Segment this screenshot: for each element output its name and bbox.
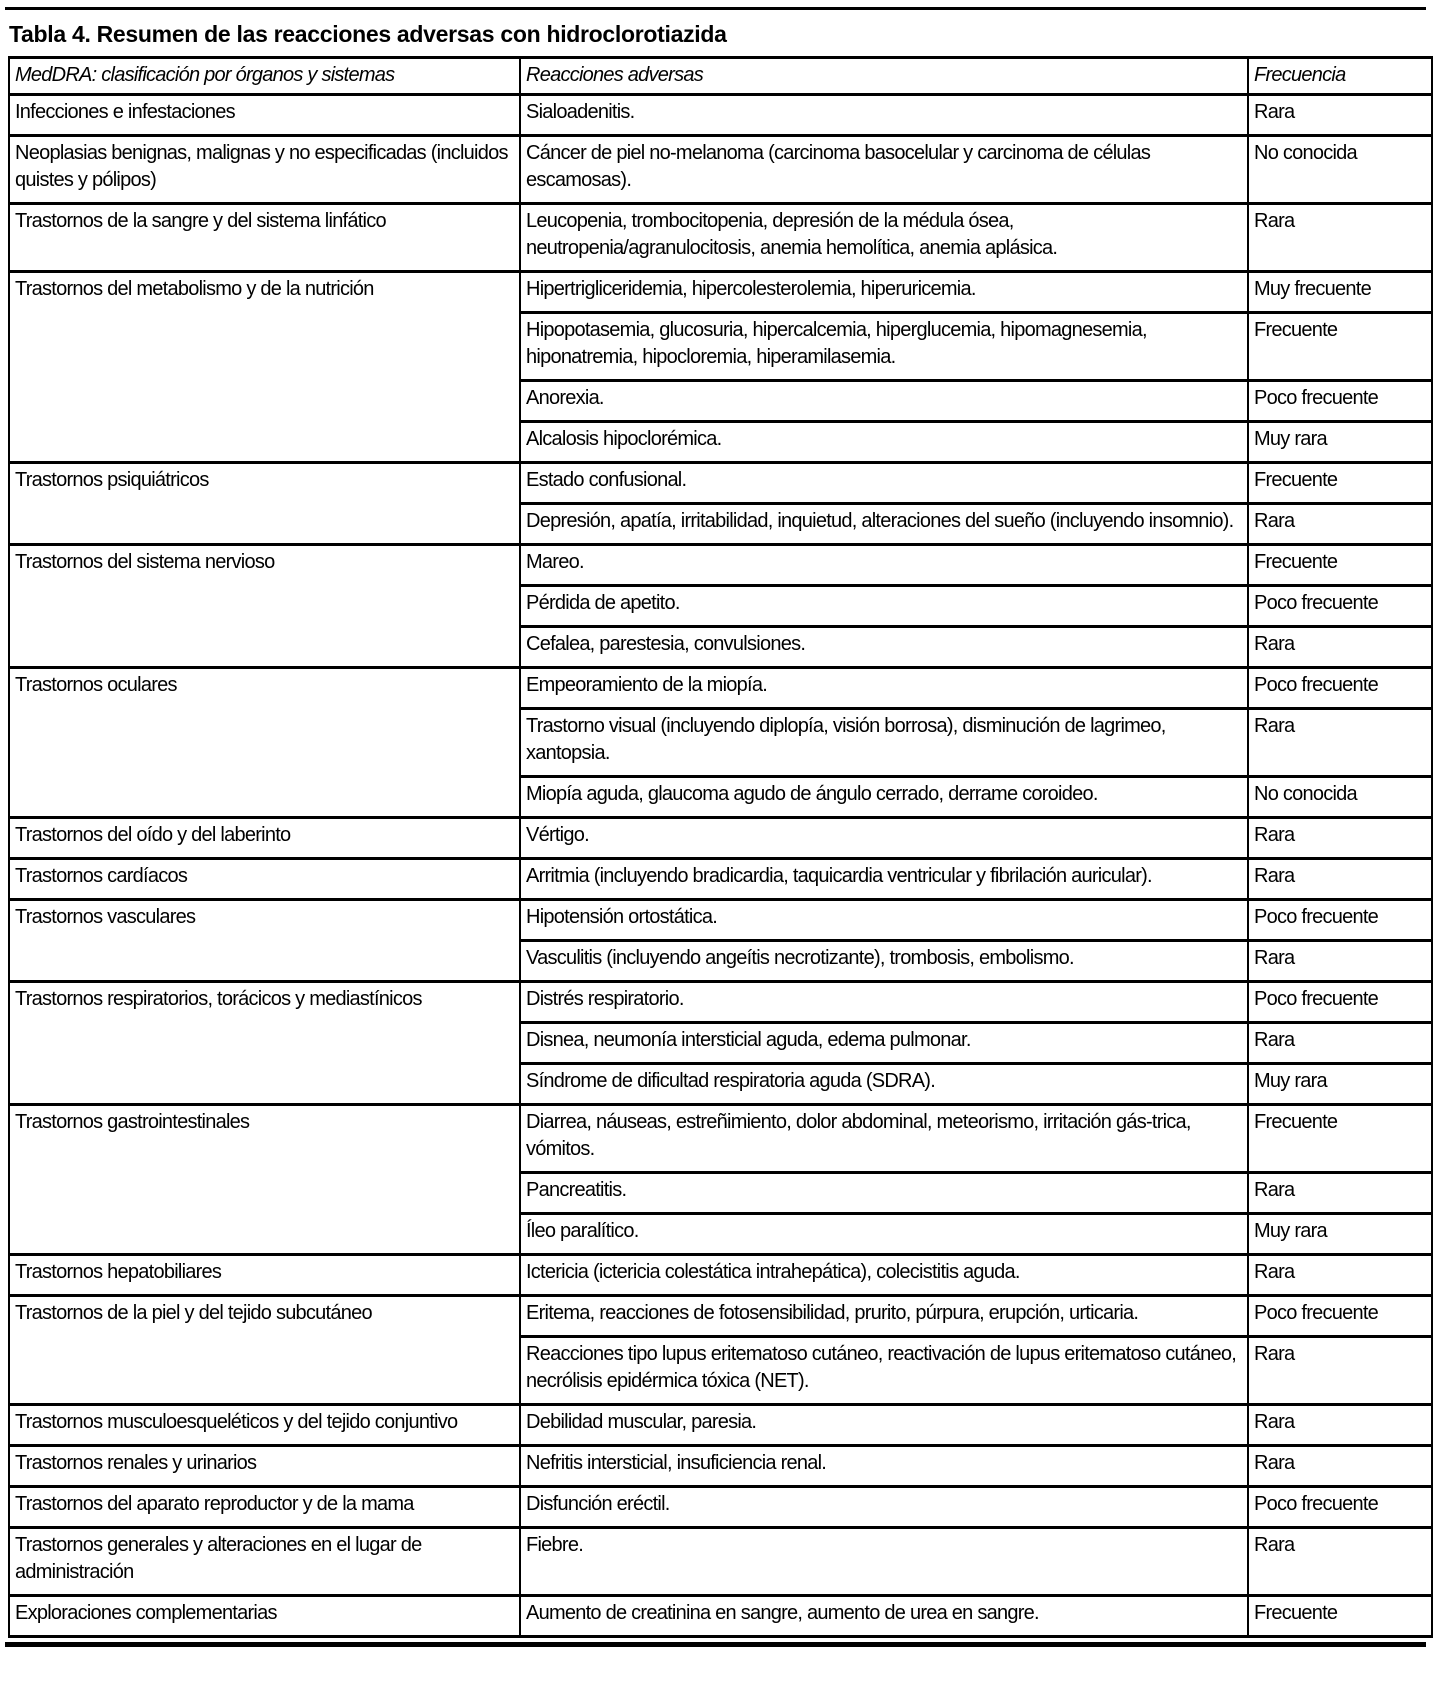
frequency-cell: Muy rara <box>1248 1064 1432 1105</box>
table-row <box>9 1596 1432 1637</box>
reaction-cell: Íleo paralítico. <box>520 1214 1248 1255</box>
table-row <box>9 900 1432 941</box>
frequency-cell: Rara <box>1248 1173 1432 1214</box>
frequency-cell: Poco frecuente <box>1248 1487 1432 1528</box>
reaction-cell: Estado confusional. <box>520 463 1248 504</box>
reaction-cell: Ictericia (ictericia colestática intrahepática), colecistitis aguda. <box>520 1255 1248 1296</box>
reaction-cell: Disfunción eréctil. <box>520 1487 1248 1528</box>
frequency-cell: Rara <box>1248 627 1432 668</box>
column-header-frequency: Frecuencia <box>1248 58 1432 95</box>
reaction-cell: Eritema, reacciones de fotosensibilidad, prurito, púrpura, erupción, urticaria. <box>520 1296 1248 1337</box>
frequency-cell: Rara <box>1248 1446 1432 1487</box>
reaction-cell: Aumento de creatinina en sangre, aumento de urea en sangre. <box>520 1596 1248 1637</box>
frequency-cell: Frecuente <box>1248 1105 1432 1173</box>
system-organ-class-cell: Trastornos gastrointestinales <box>9 1105 520 1255</box>
table-row <box>9 545 1432 586</box>
table-row <box>9 1446 1432 1487</box>
reaction-cell: Arritmia (incluyendo bradicardia, taquicardia ventricular y fibrilación auricular). <box>520 859 1248 900</box>
document-page <box>0 7 1439 1647</box>
reaction-cell: Anorexia. <box>520 381 1248 422</box>
frequency-cell: Frecuente <box>1248 545 1432 586</box>
reaction-cell: Hipopotasemia, glucosuria, hipercalcemia, hiperglucemia, hipomagnesemia, hiponatremia, hipocloremia, hiperamilasemia. <box>520 313 1248 381</box>
system-organ-class-cell: Trastornos hepatobiliares <box>9 1255 520 1296</box>
frequency-cell: Rara <box>1248 709 1432 777</box>
table-caption: Tabla 4. Resumen de las reacciones adversas con hidroclorotiazida <box>9 21 727 47</box>
header-row <box>9 58 1432 95</box>
system-organ-class-cell: Trastornos de la piel y del tejido subcutáneo <box>9 1296 520 1405</box>
frequency-cell: Rara <box>1248 1337 1432 1405</box>
system-organ-class-cell: Trastornos del sistema nervioso <box>9 545 520 668</box>
reaction-cell: Leucopenia, trombocitopenia, depresión de la médula ósea, neutropenia/agranulocitosis, anemia hemolítica, anemia aplásica. <box>520 204 1248 272</box>
system-organ-class-cell: Trastornos del metabolismo y de la nutrición <box>9 272 520 463</box>
system-organ-class-cell: Trastornos del oído y del laberinto <box>9 818 520 859</box>
frequency-cell: Rara <box>1248 859 1432 900</box>
frequency-cell: Poco frecuente <box>1248 381 1432 422</box>
reaction-cell: Hipertrigliceridemia, hipercolesterolemia, hiperuricemia. <box>520 272 1248 313</box>
reaction-cell: Cáncer de piel no-melanoma (carcinoma basocelular y carcinoma de células escamosas). <box>520 136 1248 204</box>
reaction-cell: Reacciones tipo lupus eritematoso cutáneo, reactivación de lupus eritematoso cutáneo, necrólisis epidérmica tóxica (NET). <box>520 1337 1248 1405</box>
frequency-cell: Rara <box>1248 95 1432 136</box>
bottom-rule <box>5 1642 1426 1647</box>
reaction-cell: Diarrea, náuseas, estreñimiento, dolor abdominal, meteorismo, irritación gás-trica, vómitos. <box>520 1105 1248 1173</box>
reaction-cell: Mareo. <box>520 545 1248 586</box>
system-organ-class-cell: Trastornos del aparato reproductor y de la mama <box>9 1487 520 1528</box>
table-row <box>9 982 1432 1023</box>
frequency-cell: Poco frecuente <box>1248 1296 1432 1337</box>
reaction-cell: Nefritis intersticial, insuficiencia renal. <box>520 1446 1248 1487</box>
system-organ-class-cell: Trastornos vasculares <box>9 900 520 982</box>
frequency-cell: Poco frecuente <box>1248 982 1432 1023</box>
frequency-cell: Poco frecuente <box>1248 586 1432 627</box>
system-organ-class-cell: Trastornos musculoesqueléticos y del tejido conjuntivo <box>9 1405 520 1446</box>
adverse-reactions-table <box>8 56 1433 1638</box>
frequency-cell: Rara <box>1248 1405 1432 1446</box>
reaction-cell: Trastorno visual (incluyendo diplopía, visión borrosa), disminución de lagrimeo, xantopsia. <box>520 709 1248 777</box>
reaction-cell: Vasculitis (incluyendo angeítis necrotizante), trombosis, embolismo. <box>520 941 1248 982</box>
frequency-cell: Muy rara <box>1248 422 1432 463</box>
table-row <box>9 95 1432 136</box>
reaction-cell: Síndrome de dificultad respiratoria aguda (SDRA). <box>520 1064 1248 1105</box>
frequency-cell: Muy frecuente <box>1248 272 1432 313</box>
table-row <box>9 859 1432 900</box>
reaction-cell: Depresión, apatía, irritabilidad, inquietud, alteraciones del sueño (incluyendo insomnio). <box>520 504 1248 545</box>
system-organ-class-cell: Trastornos generales y alteraciones en el lugar de administración <box>9 1528 520 1596</box>
system-organ-class-cell: Exploraciones complementarias <box>9 1596 520 1637</box>
system-organ-class-cell: Trastornos de la sangre y del sistema linfático <box>9 204 520 272</box>
frequency-cell: No conocida <box>1248 777 1432 818</box>
system-organ-class-cell: Trastornos cardíacos <box>9 859 520 900</box>
reaction-cell: Distrés respiratorio. <box>520 982 1248 1023</box>
frequency-cell: Rara <box>1248 941 1432 982</box>
reaction-cell: Sialoadenitis. <box>520 95 1248 136</box>
frequency-cell: Frecuente <box>1248 1596 1432 1637</box>
frequency-cell: Rara <box>1248 204 1432 272</box>
table-row <box>9 1296 1432 1337</box>
table-row <box>9 668 1432 709</box>
reaction-cell: Cefalea, parestesia, convulsiones. <box>520 627 1248 668</box>
reaction-cell: Empeoramiento de la miopía. <box>520 668 1248 709</box>
frequency-cell: Rara <box>1248 1255 1432 1296</box>
reaction-cell: Pancreatitis. <box>520 1173 1248 1214</box>
system-organ-class-cell: Trastornos oculares <box>9 668 520 818</box>
system-organ-class-cell: Trastornos renales y urinarios <box>9 1446 520 1487</box>
table-row <box>9 204 1432 272</box>
table-row <box>9 136 1432 204</box>
table-row <box>9 463 1432 504</box>
frequency-cell: Poco frecuente <box>1248 900 1432 941</box>
system-organ-class-cell: Trastornos respiratorios, torácicos y mediastínicos <box>9 982 520 1105</box>
table-row <box>9 1405 1432 1446</box>
reaction-cell: Alcalosis hipoclorémica. <box>520 422 1248 463</box>
frequency-cell: Rara <box>1248 504 1432 545</box>
table-row <box>9 272 1432 313</box>
frequency-cell: No conocida <box>1248 136 1432 204</box>
reaction-cell: Debilidad muscular, paresia. <box>520 1405 1248 1446</box>
reaction-cell: Vértigo. <box>520 818 1248 859</box>
frequency-cell: Frecuente <box>1248 463 1432 504</box>
system-organ-class-cell: Trastornos psiquiátricos <box>9 463 520 545</box>
table-row <box>9 1105 1432 1173</box>
system-organ-class-cell: Infecciones e infestaciones <box>9 95 520 136</box>
reaction-cell: Pérdida de apetito. <box>520 586 1248 627</box>
frequency-cell: Muy rara <box>1248 1214 1432 1255</box>
frequency-cell: Rara <box>1248 818 1432 859</box>
system-organ-class-cell: Neoplasias benignas, malignas y no especificadas (incluidos quistes y pólipos) <box>9 136 520 204</box>
column-header-system-organ-class: MedDRA: clasificación por órganos y sistemas <box>9 58 520 95</box>
top-rule <box>5 7 1426 10</box>
frequency-cell: Rara <box>1248 1023 1432 1064</box>
reaction-cell: Hipotensión ortostática. <box>520 900 1248 941</box>
table-row <box>9 1487 1432 1528</box>
reaction-cell: Miopía aguda, glaucoma agudo de ángulo cerrado, derrame coroideo. <box>520 777 1248 818</box>
frequency-cell: Frecuente <box>1248 313 1432 381</box>
column-header-adverse-reactions: Reacciones adversas <box>520 58 1248 95</box>
table-row <box>9 818 1432 859</box>
table-row <box>9 1255 1432 1296</box>
table-row <box>9 1528 1432 1596</box>
frequency-cell: Poco frecuente <box>1248 668 1432 709</box>
reaction-cell: Fiebre. <box>520 1528 1248 1596</box>
reaction-cell: Disnea, neumonía intersticial aguda, edema pulmonar. <box>520 1023 1248 1064</box>
frequency-cell: Rara <box>1248 1528 1432 1596</box>
